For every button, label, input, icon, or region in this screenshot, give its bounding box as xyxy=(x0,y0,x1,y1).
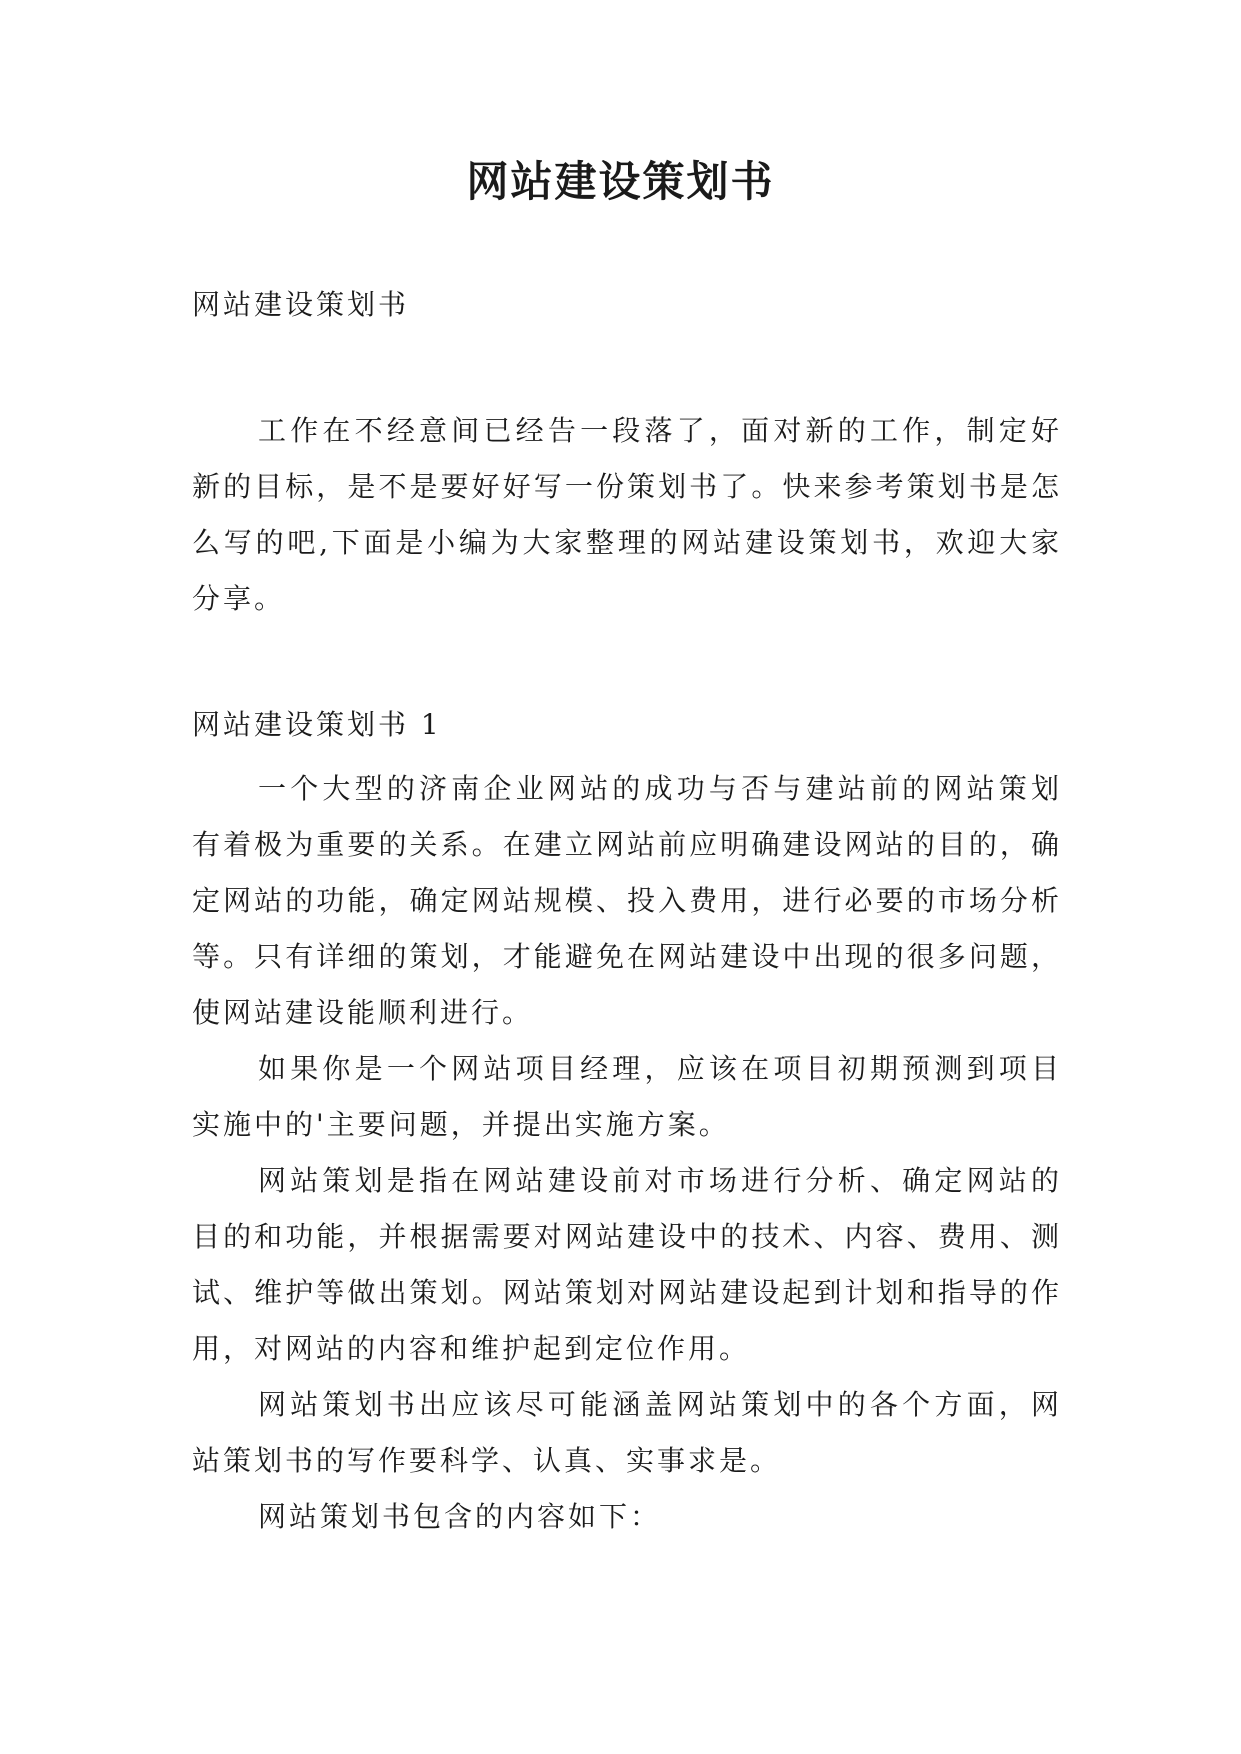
body-paragraph: 网站策划书包含的内容如下： xyxy=(258,1500,662,1533)
body-paragraph: 一个大型的济南企业网站的成功与否与建站前的网站策划有着极为重要的关系。在建立网站前应明确建设网站的目的，确定网站的功能，确定网站规模、投入费用，进行必要的市场分析等。只有详细的策划，才能避免在网站建设中出现的很多问题，使网站建设能顺利进行。 xyxy=(192,772,1062,1029)
body-paragraph: 网站策划书出应该尽可能涵盖网站策划中的各个方面，网站策划书的写作要科学、认真、实事求是。 xyxy=(192,1388,1062,1477)
intro-paragraph: 工作在不经意间已经告一段落了，面对新的工作，制定好新的目标，是不是要好好写一份策划书了。快来参考策划书是怎么写的吧,下面是小编为大家整理的网站建设策划书，欢迎大家分享。 xyxy=(192,414,1062,615)
body-paragraph: 网站策划是指在网站建设前对市场进行分析、确定网站的目的和功能，并根据需要对网站建设中的技术、内容、费用、测试、维护等做出策划。网站策划对网站建设起到计划和指导的作用，对网站的内容和维护起到定位作用。 xyxy=(192,1164,1062,1365)
document-subtitle: 网站建设策划书 xyxy=(192,288,410,321)
body-paragraph: 如果你是一个网站项目经理，应该在项目初期预测到项目实施中的'主要问题，并提出实施方案。 xyxy=(192,1052,1062,1141)
section-heading: 网站建设策划书 1 xyxy=(192,708,442,741)
document-body xyxy=(192,285,1062,1545)
document-title: 网站建设策划书 xyxy=(466,157,775,206)
